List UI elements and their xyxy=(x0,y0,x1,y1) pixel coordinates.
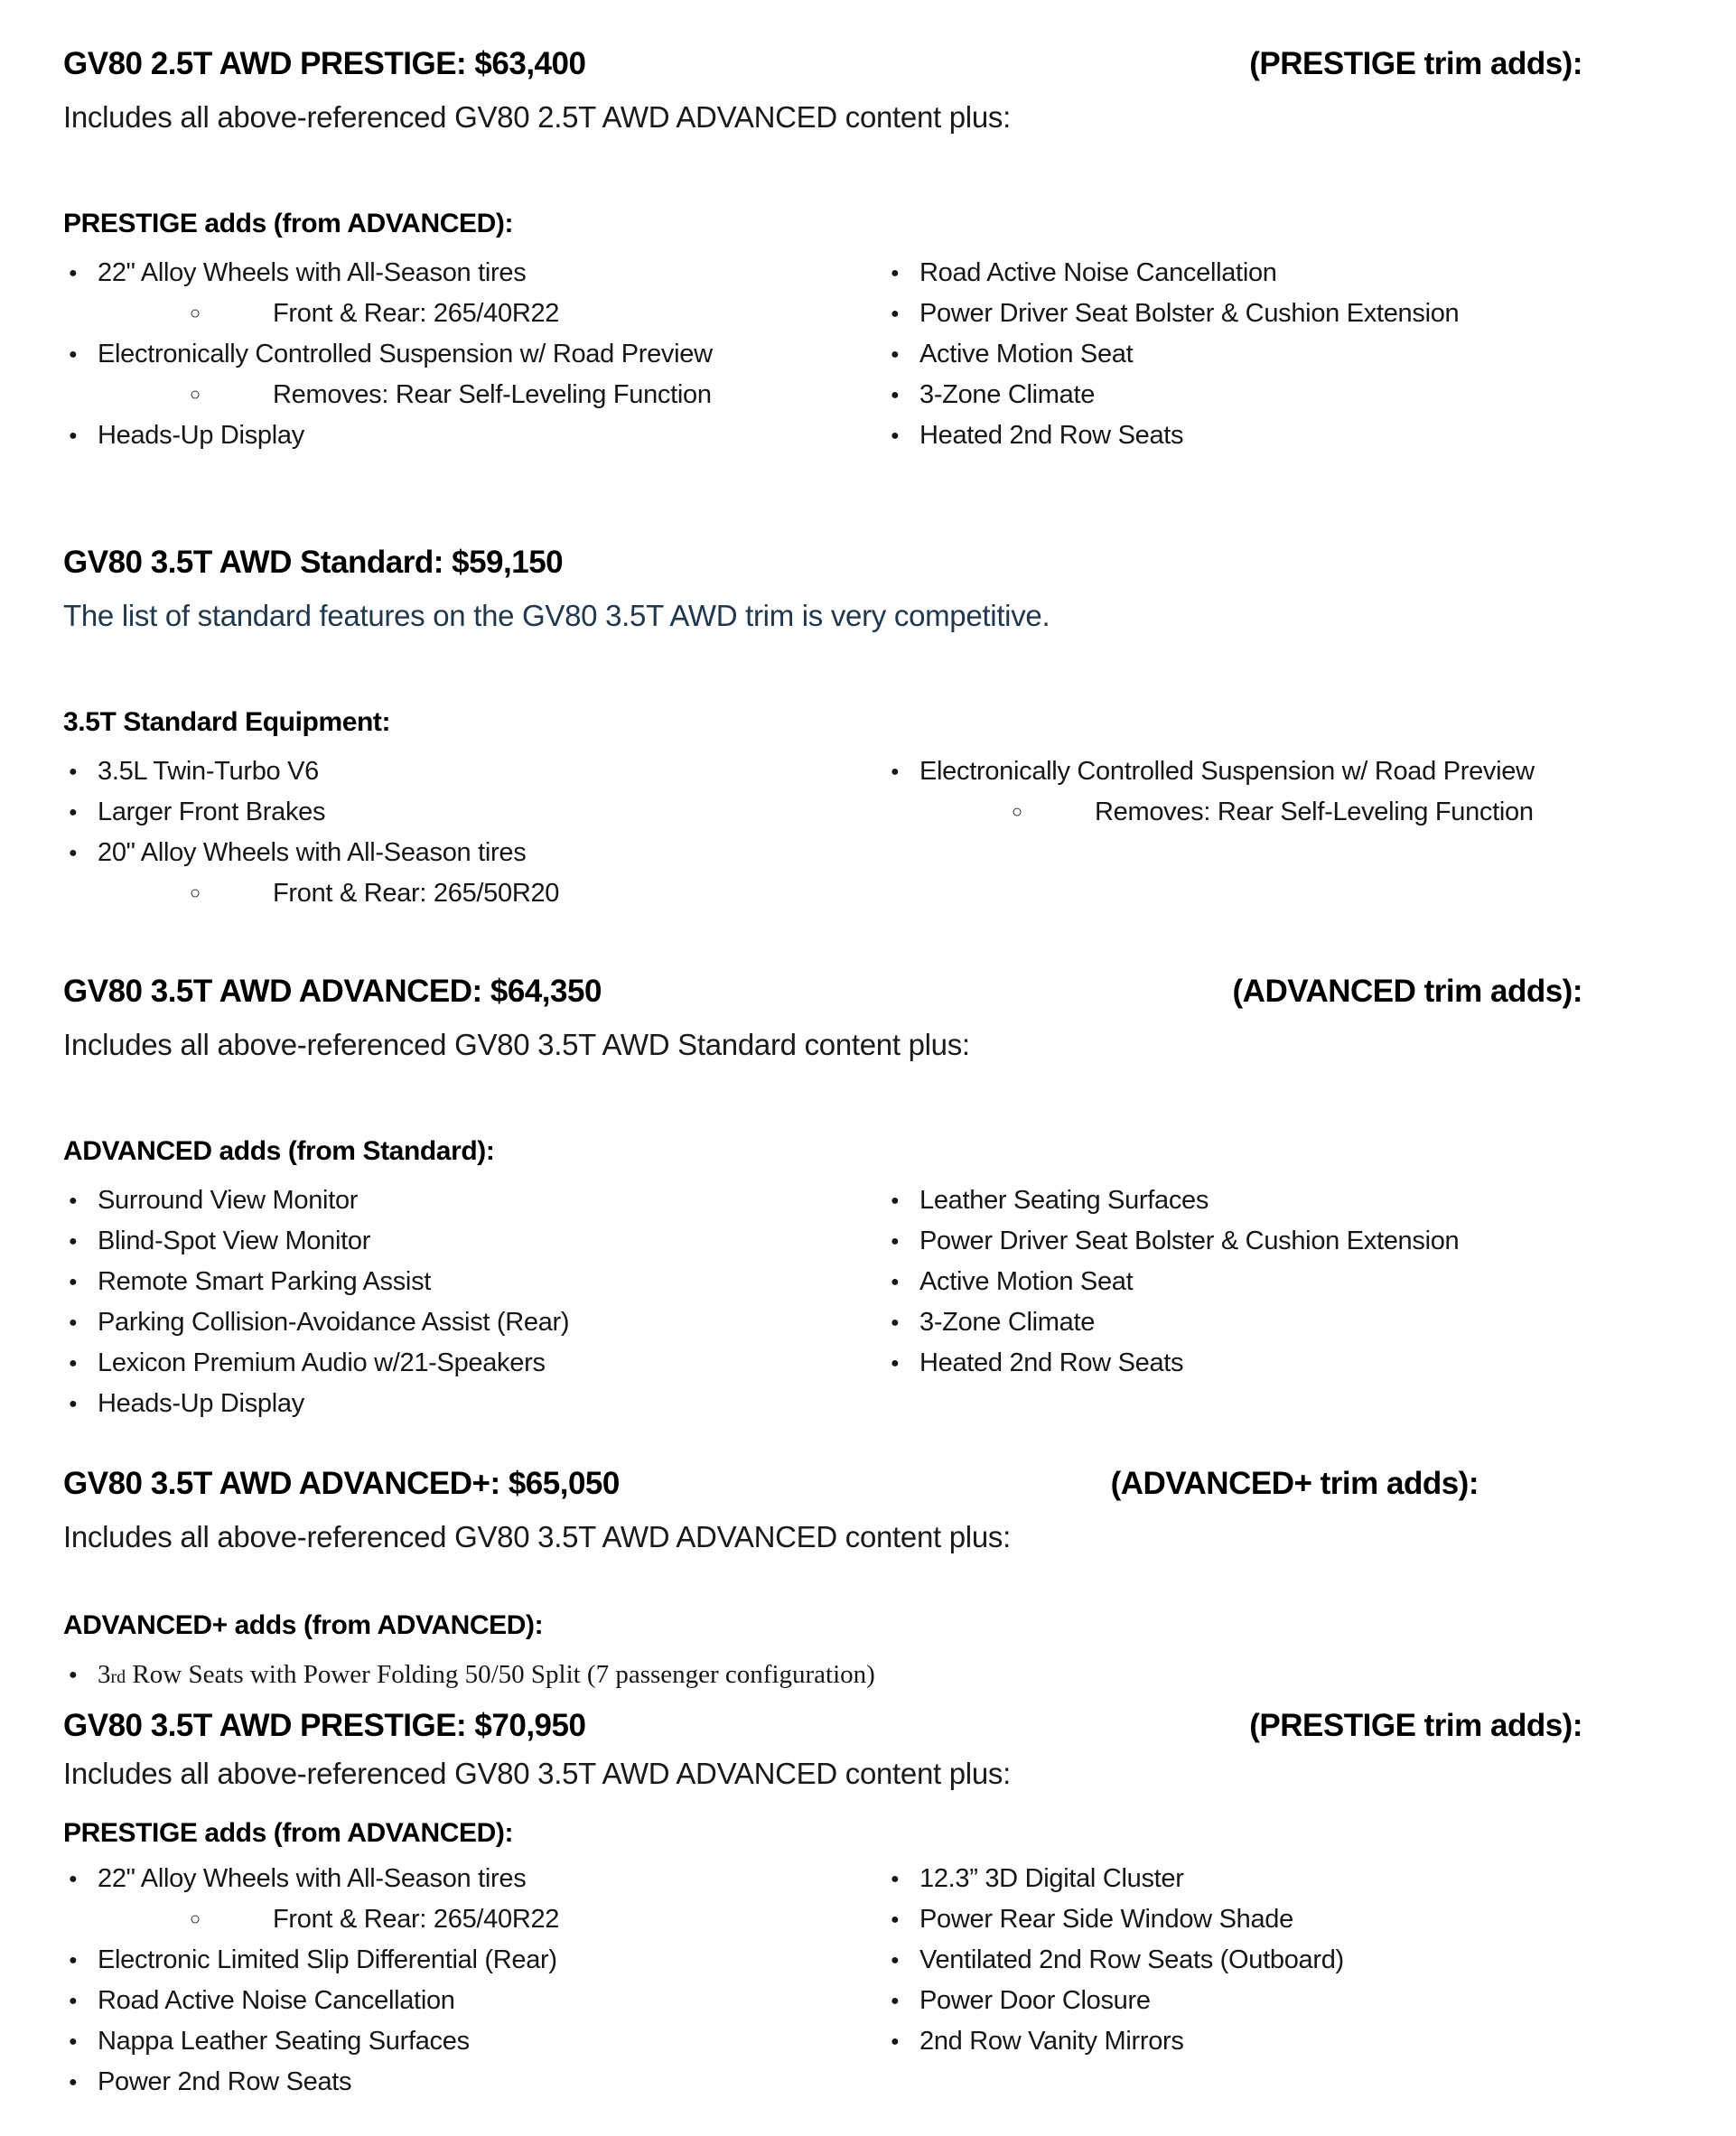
feature-item-label: 22" Alloy Wheels with All-Season tires xyxy=(98,258,527,287)
feature-item-label: Parking Collision-Avoidance Assist (Rear) xyxy=(98,1308,570,1337)
disc-bullet-icon: ● xyxy=(69,1356,78,1371)
circle-bullet-icon: ○ xyxy=(1012,802,1022,822)
list-heading: PRESTIGE adds (from ADVANCED): xyxy=(63,209,514,238)
feature-item xyxy=(885,1899,1673,1940)
disc-bullet-icon: ● xyxy=(69,1315,78,1330)
feature-item xyxy=(63,2021,885,2062)
section-header xyxy=(63,542,1673,583)
sub-feature-item xyxy=(63,375,885,415)
trim-section xyxy=(63,1705,1673,2103)
list-heading: PRESTIGE adds (from ADVANCED): xyxy=(63,1818,514,1848)
feature-item-label: Power Driver Seat Bolster & Cushion Extension xyxy=(919,1227,1460,1255)
sub-feature-item xyxy=(885,792,1673,833)
feature-list-block xyxy=(63,704,1673,914)
feature-item xyxy=(63,792,885,833)
feature-item xyxy=(885,1981,1673,2021)
feature-item xyxy=(63,1221,885,1262)
disc-bullet-icon: ● xyxy=(69,428,78,443)
feature-list-left xyxy=(63,1655,885,1698)
feature-item xyxy=(885,1302,1673,1343)
feature-item-label: Electronic Limited Slip Differential (Rear) xyxy=(98,1945,557,1974)
disc-bullet-icon: ● xyxy=(891,1912,900,1927)
feature-item-label: Electronically Controlled Suspension w/ Road Preview xyxy=(919,757,1535,786)
disc-bullet-icon: ● xyxy=(891,764,900,779)
feature-list-right xyxy=(885,751,1673,914)
circle-bullet-icon: ○ xyxy=(190,1909,201,1929)
feature-item xyxy=(63,1302,885,1343)
feature-list-right xyxy=(885,253,1673,456)
feature-item xyxy=(63,1859,885,1899)
feature-item xyxy=(63,1384,885,1424)
ordinal-suffix: rd xyxy=(110,1667,126,1687)
sub-feature-item xyxy=(63,873,885,914)
disc-bullet-icon: ● xyxy=(891,1356,900,1371)
feature-item-label: Lexicon Premium Audio w/21-Speakers xyxy=(98,1348,546,1377)
disc-bullet-icon: ● xyxy=(69,266,78,281)
circle-bullet-icon: ○ xyxy=(190,883,201,903)
feature-item xyxy=(63,833,885,873)
disc-bullet-icon: ● xyxy=(891,306,900,322)
list-heading: ADVANCED+ adds (from ADVANCED): xyxy=(63,1610,544,1640)
feature-item-label: Larger Front Brakes xyxy=(98,798,326,826)
disc-bullet-icon: ● xyxy=(891,1993,900,2009)
disc-bullet-icon: ● xyxy=(69,1274,78,1290)
feature-item xyxy=(885,1940,1673,1981)
section-header xyxy=(63,971,1673,1012)
section-header xyxy=(63,1463,1673,1505)
feature-item-label: Surround View Monitor xyxy=(98,1186,359,1215)
feature-item xyxy=(63,253,885,294)
section-title: GV80 3.5T AWD PRESTIGE: $70,950 xyxy=(63,1708,586,1743)
feature-item xyxy=(63,415,885,456)
feature-item-label: 22" Alloy Wheels with All-Season tires xyxy=(98,1864,527,1893)
section-subtitle: Includes all above-referenced GV80 3.5T AWD ADVANCED content plus: xyxy=(63,1757,1011,1790)
feature-item xyxy=(63,1940,885,1981)
feature-item-label: Electronically Controlled Suspension w/ Road Preview xyxy=(98,340,713,368)
feature-item-label: 3-Zone Climate xyxy=(919,1308,1096,1337)
feature-list-left xyxy=(63,751,885,914)
feature-list-left xyxy=(63,253,885,456)
section-title: GV80 2.5T AWD PRESTIGE: $63,400 xyxy=(63,46,586,81)
feature-item-label: Removes: Rear Self-Leveling Function xyxy=(1095,798,1534,826)
feature-item xyxy=(885,334,1673,375)
trim-section xyxy=(63,43,1673,456)
disc-bullet-icon: ● xyxy=(891,428,900,443)
feature-item xyxy=(885,1221,1673,1262)
feature-list-block xyxy=(63,1608,1673,1698)
disc-bullet-icon: ● xyxy=(69,1396,78,1412)
feature-item xyxy=(63,1981,885,2021)
feature-item-label: Leather Seating Surfaces xyxy=(919,1186,1209,1215)
disc-bullet-icon: ● xyxy=(891,1871,900,1887)
sub-feature-item xyxy=(63,294,885,334)
circle-bullet-icon: ○ xyxy=(190,303,201,323)
feature-item-label: Nappa Leather Seating Surfaces xyxy=(98,2027,470,2056)
disc-bullet-icon: ● xyxy=(891,2034,900,2049)
feature-item-label: Front & Rear: 265/40R22 xyxy=(273,299,560,328)
disc-bullet-icon: ● xyxy=(891,1953,900,1968)
disc-bullet-icon: ● xyxy=(891,1234,900,1249)
feature-item xyxy=(885,1180,1673,1221)
feature-columns xyxy=(63,1180,1673,1424)
feature-item xyxy=(885,253,1673,294)
disc-bullet-icon: ● xyxy=(69,1953,78,1968)
feature-item xyxy=(63,1343,885,1384)
trim-section xyxy=(63,542,1673,914)
trim-adds-note: (ADVANCED+ trim adds): xyxy=(1110,1466,1479,1501)
section-header xyxy=(63,43,1673,85)
disc-bullet-icon: ● xyxy=(891,266,900,281)
feature-item-label: Road Active Noise Cancellation xyxy=(919,258,1277,287)
disc-bullet-icon: ● xyxy=(891,387,900,403)
feature-item-label: Blind-Spot View Monitor xyxy=(98,1227,371,1255)
feature-item-label: 20" Alloy Wheels with All-Season tires xyxy=(98,838,527,867)
feature-item xyxy=(885,2021,1673,2062)
feature-list-block xyxy=(63,1815,1673,2103)
disc-bullet-icon: ● xyxy=(69,845,78,861)
feature-item-label: 3rd Row Seats with Power Folding 50/50 Split (7 passenger configuration) xyxy=(98,1660,875,1689)
disc-bullet-icon: ● xyxy=(69,1667,78,1683)
disc-bullet-icon: ● xyxy=(69,1871,78,1887)
disc-bullet-icon: ● xyxy=(69,1993,78,2009)
feature-list-right xyxy=(885,1180,1673,1424)
disc-bullet-icon: ● xyxy=(69,805,78,820)
feature-columns xyxy=(63,1655,1673,1698)
section-title: GV80 3.5T AWD Standard: $59,150 xyxy=(63,545,564,580)
feature-item xyxy=(885,375,1673,415)
section-header xyxy=(63,1705,1673,1747)
trim-adds-note: (PRESTIGE trim adds): xyxy=(1249,1708,1582,1743)
feature-item xyxy=(885,1262,1673,1302)
feature-item-label: Road Active Noise Cancellation xyxy=(98,1986,455,2015)
feature-item-label: Active Motion Seat xyxy=(919,1267,1134,1296)
disc-bullet-icon: ● xyxy=(69,347,78,362)
feature-item-label: Power Door Closure xyxy=(919,1986,1151,2015)
feature-item-label: Power Rear Side Window Shade xyxy=(919,1905,1293,1934)
feature-list-right xyxy=(885,1859,1673,2103)
disc-bullet-icon: ● xyxy=(891,1193,900,1208)
feature-list-left xyxy=(63,1180,885,1424)
feature-item-label: Ventilated 2nd Row Seats (Outboard) xyxy=(919,1945,1344,1974)
feature-item-label: Power 2nd Row Seats xyxy=(98,2067,352,2096)
feature-item-label: Remote Smart Parking Assist xyxy=(98,1267,432,1296)
disc-bullet-icon: ● xyxy=(69,764,78,779)
disc-bullet-icon: ● xyxy=(69,2075,78,2090)
feature-item xyxy=(63,1180,885,1221)
feature-item-label: 3.5L Twin-Turbo V6 xyxy=(98,757,319,786)
feature-item xyxy=(885,415,1673,456)
feature-item xyxy=(885,751,1673,792)
section-subtitle: Includes all above-referenced GV80 2.5T AWD ADVANCED content plus: xyxy=(63,100,1011,134)
feature-item xyxy=(63,334,885,375)
feature-list-left xyxy=(63,1859,885,2103)
feature-item xyxy=(63,1655,885,1698)
feature-list-block xyxy=(63,1133,1673,1424)
section-title: GV80 3.5T AWD ADVANCED+: $65,050 xyxy=(63,1466,620,1501)
feature-item-label: Heated 2nd Row Seats xyxy=(919,421,1184,450)
feature-item xyxy=(885,1859,1673,1899)
feature-item-label: Removes: Rear Self-Leveling Function xyxy=(273,380,712,409)
section-subtitle: Includes all above-referenced GV80 3.5T AWD ADVANCED content plus: xyxy=(63,1520,1011,1553)
feature-item xyxy=(63,2062,885,2103)
feature-item xyxy=(885,1343,1673,1384)
feature-columns xyxy=(63,1859,1673,2103)
feature-item-label: Heads-Up Display xyxy=(98,421,304,450)
trim-section xyxy=(63,971,1673,1424)
trim-adds-note: (PRESTIGE trim adds): xyxy=(1249,46,1582,81)
feature-item xyxy=(63,1262,885,1302)
section-subtitle: Includes all above-referenced GV80 3.5T AWD Standard content plus: xyxy=(63,1028,970,1061)
feature-columns xyxy=(63,253,1673,456)
disc-bullet-icon: ● xyxy=(891,1274,900,1290)
feature-item-label: Heads-Up Display xyxy=(98,1389,304,1418)
circle-bullet-icon: ○ xyxy=(190,385,201,405)
section-subtitle: The list of standard features on the GV80 3.5T AWD trim is very competitive. xyxy=(63,599,1050,632)
feature-item-label: 3-Zone Climate xyxy=(919,380,1096,409)
feature-item-label: Heated 2nd Row Seats xyxy=(919,1348,1184,1377)
disc-bullet-icon: ● xyxy=(69,1193,78,1208)
list-heading: ADVANCED adds (from Standard): xyxy=(63,1136,495,1166)
disc-bullet-icon: ● xyxy=(69,2034,78,2049)
feature-item-label: 12.3” 3D Digital Cluster xyxy=(919,1864,1184,1893)
trim-section xyxy=(63,1463,1673,1698)
list-heading: 3.5T Standard Equipment: xyxy=(63,707,391,737)
feature-item xyxy=(885,294,1673,334)
disc-bullet-icon: ● xyxy=(891,1315,900,1330)
feature-columns xyxy=(63,751,1673,914)
feature-item-label: 2nd Row Vanity Mirrors xyxy=(919,2027,1184,2056)
feature-item-label: Active Motion Seat xyxy=(919,340,1134,368)
feature-item-label: Power Driver Seat Bolster & Cushion Extension xyxy=(919,299,1460,328)
sub-feature-item xyxy=(63,1899,885,1940)
trim-adds-note: (ADVANCED trim adds): xyxy=(1232,974,1582,1009)
disc-bullet-icon: ● xyxy=(69,1234,78,1249)
disc-bullet-icon: ● xyxy=(891,347,900,362)
feature-item xyxy=(63,751,885,792)
feature-list-block xyxy=(63,206,1673,456)
feature-item-label: Front & Rear: 265/50R20 xyxy=(273,879,560,908)
feature-item-label: Front & Rear: 265/40R22 xyxy=(273,1905,560,1934)
section-title: GV80 3.5T AWD ADVANCED: $64,350 xyxy=(63,974,602,1009)
